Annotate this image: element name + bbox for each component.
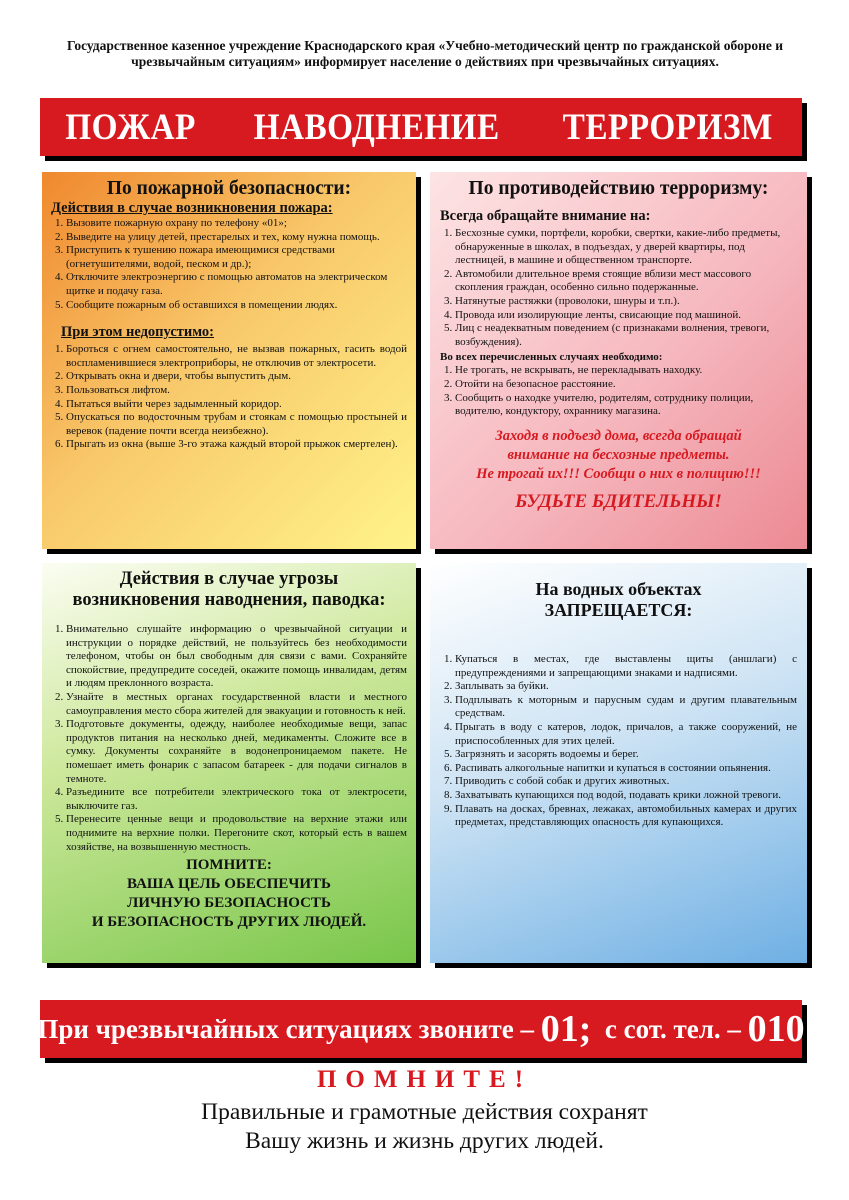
list-item: 2. Заплывать за буйки.	[444, 680, 549, 693]
list-item: 1. Бесхозные сумки, портфели, коробки, свертки, какие-либо предметы, обнаруженные в школах, в подъездах, у дверей квартиры, под лестницей, в машине и общественном транспорте.	[444, 227, 781, 267]
flood-list	[51, 623, 407, 854]
fire-safety-panel	[42, 172, 416, 549]
call-number-010: 010	[747, 1008, 805, 1050]
list-item: 1. Вызовите пожарную охрану по телефону «01»;	[55, 217, 287, 229]
flood-remember: ПОМНИТЕ: ВАША ЦЕЛЬ ОБЕСПЕЧИТЬ ЛИЧНУЮ БЕЗОПАСНОСТЬ И БЕЗОПАСНОСТЬ ДРУГИХ ЛЮДЕЙ.	[91, 857, 367, 931]
list-item: 3. Подготовьте документы, одежду, наиболее необходимые вещи, запас продуктов питания на несколько дней, медикаменты. Сложите все в сумку. Документы сохраняйте в водонепроницаемом пакете. Не помешает иметь фонарик с запасом батареек - для подачи сигналов в темноте.	[55, 718, 407, 785]
list-item: 3. Пользоваться лифтом.	[55, 383, 170, 396]
list-item: 1. Внимательно слушайте информацию о чрезвычайной ситуации и инструкции о порядке действий, не пользуйтесь без необходимости телефоном, чтобы он был свободным для связи с вами. Сохраняйте спокойствие, предупредите соседей, окажите помощь инвалидам, детям и людям преклонного возраста.	[55, 623, 407, 690]
list-item: 6. Прыгать из окна (выше 3-го этажа каждый второй прыжок смертелен).	[55, 438, 398, 451]
list-item: 2. Выведите на улицу детей, престарелых и тех, кому нужна помощь.	[55, 230, 380, 243]
list-item: 6. Распивать алкогольные напитки и купаться в состоянии опьянения.	[444, 761, 771, 774]
header-text: Государственное казенное учреждение Краснодарского края «Учебно-методический центр по гражданской обороне и чрезвычайным ситуациям» информирует население о действиях при чрезвычайных ситуациях.	[66, 38, 784, 69]
flood-title: Действия в случае угрозы возникновения наводнения, паводка:	[72, 569, 386, 610]
terror-necessary-list	[440, 364, 797, 418]
terror-attention-list	[440, 227, 797, 349]
final-message: Правильные и грамотные действия сохранят Вашу жизнь и жизнь других людей.	[201, 1099, 648, 1154]
terror-necessary-title: Во всех перечисленных случаях необходимо:	[440, 351, 663, 364]
topic-banner	[40, 98, 802, 156]
water-panel	[430, 563, 807, 963]
water-list	[440, 653, 797, 830]
fire-actions-title: Действия в случае возникновения пожара:	[51, 200, 333, 216]
list-item: 5. Перенесите ценные вещи и продовольствие на верхние этажи или поднимите на верхние полки. Перегоните скот, который есть в вашем хозяйстве, на возвышенную местность.	[55, 813, 407, 853]
remember-heading: ПОМНИТЕ!	[316, 1066, 533, 1093]
list-item: 1. Бороться с огнем самостоятельно, не вызвав пожарных, гасить водой воспламенившиеся электроприборы, не отключив от электросети.	[55, 343, 407, 369]
emergency-call-banner	[37, 1000, 805, 1058]
flood-panel	[42, 563, 416, 963]
terror-warning: Заходя в подъезд дома, всегда обращай внимание на бесхозные предметы. Не трогай их!!! Сообщи о них в полицию!!!	[476, 427, 761, 482]
terror-attention-title: Всегда обращайте внимание на:	[440, 208, 651, 224]
list-item: 3. Подплывать к моторным и парусным судам и другим плавательным средствам.	[444, 693, 797, 720]
list-item: 4. Разъедините все потребители электрического тока от электросети, выключите газ.	[55, 786, 407, 812]
banner-terrorism: ТЕРРОРИЗМ	[562, 106, 773, 148]
list-item: 3. Сообщить о находке учителю, родителям, сотруднику полиции, водителю, кондуктору, охраннику магазина.	[444, 391, 754, 418]
list-item: 8. Захватывать купающихся под водой, подавать крики ложной тревоги.	[444, 788, 781, 801]
list-item: 3. Приступить к тушению пожара имеющимися средствами (огнетушителями, водой, песком и др.);	[55, 244, 335, 270]
banner-fire: ПОЖАР	[65, 106, 196, 148]
terror-title: По противодействию терроризму:	[468, 178, 769, 199]
list-item: 1. Не трогать, не вскрывать, не перекладывать находку.	[444, 364, 703, 377]
list-item: 7. Приводить с собой собак и других животных.	[444, 775, 670, 788]
list-item: 4. Провода или изолирующие ленты, свисающие под машиной.	[444, 308, 742, 321]
list-item: 5. Сообщите пожарным об оставшихся в помещении людях.	[55, 298, 338, 311]
list-item: 3. Натянутые растяжки (проволоки, шнуры и т.п.).	[444, 294, 680, 307]
be-vigilant: БУДЬТЕ БДИТЕЛЬНЫ!	[515, 490, 722, 512]
fire-forbidden-list	[51, 343, 407, 452]
call-text: При чрезвычайных ситуациях звоните –	[37, 1013, 534, 1044]
list-item: 1. Купаться в местах, где выставлены щиты (аншлаги) с предупреждениями и запрещающими знаками и надписями.	[444, 653, 797, 679]
list-item: 2. Открывать окна и двери, чтобы выпустить дым.	[55, 370, 291, 383]
list-item: 2. Узнайте в местных органах государственной власти и местного самоуправления место сбора жителей для эвакуации и готовность к ней.	[55, 690, 407, 717]
banner-flood: НАВОДНЕНИЕ	[253, 106, 500, 148]
list-item: 4. Прыгать в воду с катеров, лодок, причалов, а также сооружений, не приспособленных для этих целей.	[444, 720, 797, 747]
call-number-01: 01;	[540, 1008, 592, 1050]
list-item: 9. Плавать на досках, бревнах, лежаках, автомобильных камерах и других предметах, представляющих опасность для купающихся.	[444, 802, 797, 829]
list-item: 5. Опускаться по водосточным трубам и стоякам с помощью простыней и веревок (падение почти всегда неизбежно).	[55, 411, 407, 437]
terrorism-panel	[430, 172, 807, 549]
fire-forbidden-title: При этом недопустимо:	[61, 324, 215, 341]
list-item: 2. Отойти на безопасное расстояние.	[444, 377, 616, 390]
list-item: 2. Автомобили длительное время стоящие вблизи мест массового скопления граждан, особенно сильно подержанные.	[444, 267, 752, 294]
water-title: На водных объектах ЗАПРЕЩАЕТСЯ:	[535, 579, 702, 620]
fire-title: По пожарной безопасности:	[106, 178, 352, 199]
list-item: 4. Отключите электроэнергию с помощью автоматов на электрическом щитке и подачу газа.	[55, 271, 388, 297]
list-item: 5. Лиц с неадекватным поведением (с признаками волнения, тревоги, возбуждения).	[444, 322, 770, 348]
fire-actions-list	[51, 217, 407, 312]
list-item: 5. Загрязнять и засорять водоемы и берег.	[444, 748, 639, 761]
list-item: 4. Пытаться выйти через задымленный коридор.	[55, 397, 282, 410]
call-mobile-text: с сот. тел. –	[604, 1013, 741, 1044]
